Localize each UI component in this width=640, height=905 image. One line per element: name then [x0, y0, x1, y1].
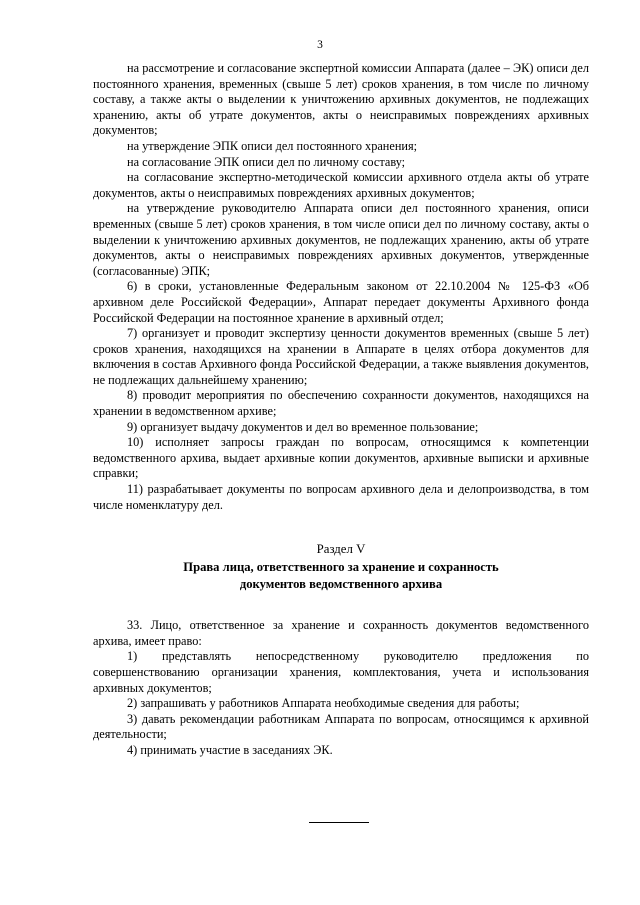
- paragraph-item-11: 11) разрабатывает документы по вопросам архивного дела и делопроизводства, в том числе номенклатуру дел.: [93, 482, 589, 512]
- paragraph-right-4: 4) принимать участие в заседаниях ЭК.: [127, 742, 333, 757]
- section-title-line-2: документов ведомственного архива: [239, 576, 443, 591]
- paragraph-emk-agreement: на согласование экспертно-методической комиссии архивного отдела акты об утрате документов, акты о неисправимых повреждениях архивных документов;: [93, 170, 589, 200]
- section-number: Раздел V: [316, 542, 366, 557]
- paragraph-epk-approval: на утверждение ЭПК описи дел постоянного хранения;: [127, 138, 418, 153]
- section-heading: [93, 541, 589, 592]
- paragraph-item-6: 6) в сроки, установленные Федеральным законом от 22.10.2004 № 125-ФЗ «Об архивном деле Российской Федерации», Аппарат передает документы Архивного фонда Российской Федерации на постоянное хранение в архивный отдел;: [93, 279, 589, 325]
- section-title-line-1: Права лица, ответственного за хранение и сохранность: [183, 560, 499, 575]
- paragraph-head-approval: на утверждение руководителю Аппарата описи дел постоянного хранения, описи временных (свыше 5 лет) сроков хранения, в том числе описи дел по личному составу, акты о выделении к уничтожению архивных документов, не подлежащих хранению, акты об утрате документов, акты о неисправимых повреждениях архивных документов, утвержденные (согласованные) ЭПК;: [93, 201, 589, 278]
- paragraph-epk-agreement: на согласование ЭПК описи дел по личному составу;: [127, 154, 406, 169]
- paragraph-right-3: 3) давать рекомендации работникам Аппарата по вопросам, относящимся к архивной деятельности;: [93, 711, 589, 742]
- paragraph-item-10: 10) исполняет запросы граждан по вопросам, относящимся к компетенции ведомственного архива, выдает архивные копии документов, архивные выписки и архивные справки;: [93, 435, 589, 481]
- paragraph-item-8: 8) проводит мероприятия по обеспечению сохранности документов, находящихся на хранении в ведомственном архиве;: [93, 388, 589, 419]
- paragraph-right-1: 1) представлять непосредственному руководителю предложения по совершенствованию организации хранения, комплектования, учета и использования архивных документов;: [93, 649, 589, 695]
- paragraph-item-33: 33. Лицо, ответственное за хранение и сохранность документов ведомственного архива, имеет право:: [93, 618, 589, 648]
- end-rule: [309, 822, 369, 823]
- paragraph-ek-review: на рассмотрение и согласование экспертной комиссии Аппарата (далее – ЭК) описи дел постоянного хранения, временных (свыше 5 лет) сроков хранения, в том числе по личному составу, а также акты о выделении к уничтожению архивных документов, не подлежащих хранению, акты об утрате документов, акты о неисправимых повреждениях архивных документов;: [93, 61, 589, 138]
- paragraph-right-2: 2) запрашивать у работников Аппарата необходимые сведения для работы;: [127, 696, 520, 711]
- section-v-body: [93, 618, 589, 758]
- document-body: [93, 61, 589, 759]
- page-number: 3: [317, 39, 323, 51]
- section-title: [93, 559, 589, 592]
- paragraph-item-9: 9) организует выдачу документов и дел во временное пользование;: [127, 419, 479, 434]
- paragraph-item-7: 7) организует и проводит экспертизу ценности документов временных (свыше 5 лет) сроков хранения, находящихся на хранении в Аппарате в целях отбора документов для включения в состав Архивного фонда Российской Федерации, а также выявления документов, не подлежащих дальнейшему хранению;: [93, 326, 589, 387]
